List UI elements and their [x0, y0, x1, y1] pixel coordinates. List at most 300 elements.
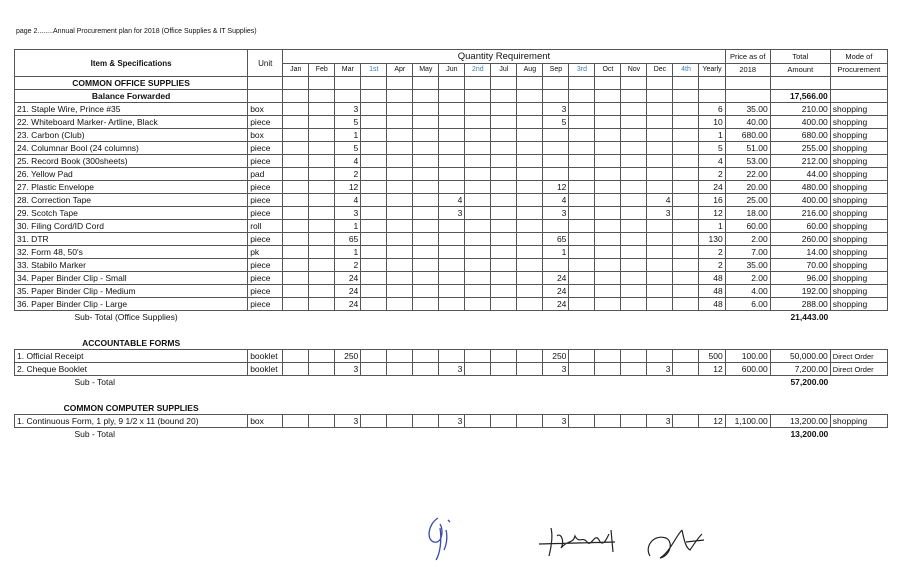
qty-cell: 3 [439, 415, 465, 428]
qty-cell [673, 142, 699, 155]
qty-cell [439, 181, 465, 194]
subtotal-label: Sub- Total (Office Supplies) [74, 311, 178, 322]
qty-cell [491, 168, 517, 181]
empty-cell [647, 376, 673, 389]
qty-cell [283, 246, 309, 259]
total-amount: 212.00 [770, 155, 830, 168]
qty-cell [543, 155, 569, 168]
yearly-qty: 10 [699, 116, 725, 129]
empty-cell [595, 428, 621, 441]
item-unit: piece [248, 116, 283, 129]
table-row [15, 194, 888, 207]
qty-cell [413, 168, 439, 181]
qty-cell [439, 116, 465, 129]
empty-cell [699, 376, 725, 389]
empty-cell [621, 428, 647, 441]
qty-cell [283, 350, 309, 363]
page-header: page 2........Annual Procurement plan for 2018 (Office Supplies & IT Supplies) [16, 28, 257, 35]
qty-cell [361, 259, 387, 272]
qty-cell [595, 246, 621, 259]
qty-cell [465, 155, 491, 168]
qty-cell [361, 103, 387, 116]
qty-cell [517, 298, 543, 311]
qty-cell [595, 129, 621, 142]
total-amount: 70.00 [770, 259, 830, 272]
qty-cell [439, 272, 465, 285]
qty-cell [673, 233, 699, 246]
qty-cell: 24 [543, 298, 569, 311]
qty-cell [465, 116, 491, 129]
qty-cell [283, 207, 309, 220]
month-header: Jan [283, 63, 309, 77]
qty-cell [361, 116, 387, 129]
table-row [15, 220, 888, 233]
qty-cell [387, 142, 413, 155]
qty-cell [621, 194, 647, 207]
qty-cell [517, 415, 543, 428]
item-name: 27. Plastic Envelope [15, 181, 248, 194]
empty-cell [309, 90, 335, 103]
qty-cell [413, 116, 439, 129]
total-amount: 288.00 [770, 298, 830, 311]
empty-cell [283, 90, 309, 103]
yearly-qty: 24 [699, 181, 725, 194]
qty-cell [673, 220, 699, 233]
qty-cell [517, 246, 543, 259]
empty-cell [699, 428, 725, 441]
empty-cell [335, 77, 361, 90]
procurement-mode: shopping [830, 181, 887, 194]
qty-cell: 3 [543, 415, 569, 428]
table-row [15, 363, 888, 376]
qty-cell [491, 129, 517, 142]
month-header: 2nd [465, 63, 491, 77]
unit-price: 1,100.00 [725, 415, 770, 428]
qty-cell: 24 [335, 285, 361, 298]
qty-cell [673, 363, 699, 376]
item-name: 34. Paper Binder Clip - Small [15, 272, 248, 285]
qty-cell: 65 [543, 233, 569, 246]
qty-cell: 1 [335, 129, 361, 142]
item-name: 30. Filing Cord/ID Cord [15, 220, 248, 233]
total-amount: 400.00 [770, 116, 830, 129]
qty-cell [621, 363, 647, 376]
qty-cell [673, 129, 699, 142]
total-amount: 680.00 [770, 129, 830, 142]
balance-forwarded-value: 17,566.00 [770, 90, 830, 103]
empty-cell [517, 77, 543, 90]
empty-cell [595, 90, 621, 103]
qty-cell [413, 415, 439, 428]
empty-cell [830, 90, 887, 103]
empty-cell [309, 311, 335, 324]
qty-cell [491, 194, 517, 207]
empty-cell [647, 90, 673, 103]
qty-cell [309, 116, 335, 129]
yearly-qty: 4 [699, 155, 725, 168]
qty-cell [309, 142, 335, 155]
empty-cell [309, 376, 335, 389]
subtotal-row [15, 311, 888, 324]
qty-cell [491, 207, 517, 220]
empty-cell [830, 376, 887, 389]
empty-cell [465, 311, 491, 324]
qty-cell [309, 155, 335, 168]
qty-cell [491, 220, 517, 233]
qty-cell [283, 363, 309, 376]
total-amount: 50,000.00 [770, 350, 830, 363]
subtotal-value: 21,443.00 [790, 311, 829, 322]
empty-cell [387, 311, 413, 324]
qty-cell [569, 129, 595, 142]
qty-cell [387, 246, 413, 259]
qty-cell [387, 103, 413, 116]
procurement-mode: shopping [830, 129, 887, 142]
qty-cell [413, 233, 439, 246]
item-unit: piece [248, 272, 283, 285]
qty-cell [647, 220, 673, 233]
qty-cell [517, 194, 543, 207]
month-header: Aug [517, 63, 543, 77]
procurement-mode: shopping [830, 415, 887, 428]
total-amount: 210.00 [770, 103, 830, 116]
empty-cell [673, 428, 699, 441]
table-row [15, 90, 888, 103]
unit-price: 2.00 [725, 233, 770, 246]
qty-cell: 3 [543, 207, 569, 220]
qty-cell [543, 220, 569, 233]
qty-cell [387, 155, 413, 168]
qty-cell [387, 415, 413, 428]
qty-cell: 24 [335, 298, 361, 311]
qty-cell [647, 350, 673, 363]
price-header-year: 2018 [725, 63, 770, 77]
qty-cell [673, 116, 699, 129]
qty-cell: 3 [543, 103, 569, 116]
qty-cell [595, 168, 621, 181]
qty-cell [673, 285, 699, 298]
table-row [15, 350, 888, 363]
empty-cell [248, 90, 283, 103]
month-header: 4th [673, 63, 699, 77]
qty-cell [491, 298, 517, 311]
qty-cell [413, 155, 439, 168]
empty-cell [335, 90, 361, 103]
empty-cell [335, 376, 361, 389]
item-name: 36. Paper Binder Clip - Large [15, 298, 248, 311]
qty-cell [439, 142, 465, 155]
qty-cell [361, 298, 387, 311]
qty-cell [595, 142, 621, 155]
qty-cell [569, 272, 595, 285]
empty-cell [595, 77, 621, 90]
empty-cell [569, 311, 595, 324]
total-header-amount: Amount [770, 63, 830, 77]
table-row [15, 155, 888, 168]
qty-cell [465, 168, 491, 181]
empty-cell [517, 376, 543, 389]
qty-cell [465, 350, 491, 363]
qty-cell [361, 220, 387, 233]
procurement-mode: shopping [830, 272, 887, 285]
month-header: 3rd [569, 63, 595, 77]
qty-cell [491, 142, 517, 155]
month-header: Apr [387, 63, 413, 77]
empty-cell [413, 311, 439, 324]
unit-price: 35.00 [725, 259, 770, 272]
qty-cell [387, 116, 413, 129]
empty-cell [248, 428, 283, 441]
month-header: Oct [595, 63, 621, 77]
month-header: Feb [309, 63, 335, 77]
unit-header: Unit [248, 50, 283, 77]
qty-cell: 4 [543, 194, 569, 207]
spacer-row [15, 388, 888, 402]
qty-cell [673, 155, 699, 168]
item-name: 31. DTR [15, 233, 248, 246]
unit-price: 4.00 [725, 285, 770, 298]
qty-cell [309, 285, 335, 298]
procurement-mode: shopping [830, 220, 887, 233]
item-name: 26. Yellow Pad [15, 168, 248, 181]
qty-cell [361, 246, 387, 259]
quantity-header: Quantity Requirement [283, 50, 725, 64]
unit-price: 600.00 [725, 363, 770, 376]
qty-cell [569, 155, 595, 168]
qty-cell [621, 116, 647, 129]
qty-cell [569, 194, 595, 207]
qty-cell: 3 [647, 415, 673, 428]
qty-cell [621, 246, 647, 259]
qty-cell [465, 233, 491, 246]
qty-cell [517, 259, 543, 272]
qty-cell [413, 259, 439, 272]
qty-cell [309, 168, 335, 181]
qty-cell [543, 168, 569, 181]
qty-cell [387, 350, 413, 363]
item-unit: piece [248, 298, 283, 311]
qty-cell [309, 298, 335, 311]
item-unit: piece [248, 155, 283, 168]
empty-cell [647, 428, 673, 441]
empty-cell [491, 311, 517, 324]
empty-cell [387, 77, 413, 90]
empty-cell [335, 311, 361, 324]
qty-cell [621, 142, 647, 155]
month-header: 1st [361, 63, 387, 77]
qty-cell [309, 350, 335, 363]
qty-cell [283, 116, 309, 129]
empty-cell [439, 311, 465, 324]
empty-cell [543, 77, 569, 90]
section-title: ACCOUNTABLE FORMS [82, 337, 181, 348]
month-header: Sep [543, 63, 569, 77]
qty-cell [361, 168, 387, 181]
qty-cell [283, 155, 309, 168]
qty-cell [309, 259, 335, 272]
item-unit: piece [248, 142, 283, 155]
qty-cell [517, 233, 543, 246]
price-header: Price as of [725, 50, 770, 64]
table-row [15, 77, 888, 90]
empty-cell [673, 376, 699, 389]
empty-cell [439, 77, 465, 90]
spacer [15, 388, 888, 402]
qty-cell [569, 415, 595, 428]
qty-cell [413, 272, 439, 285]
qty-cell: 24 [543, 272, 569, 285]
qty-cell: 4 [335, 194, 361, 207]
qty-cell [621, 233, 647, 246]
table-row [15, 142, 888, 155]
empty-cell [491, 77, 517, 90]
empty-cell [569, 428, 595, 441]
month-header: Nov [621, 63, 647, 77]
procurement-mode: shopping [830, 285, 887, 298]
item-unit: box [248, 415, 283, 428]
qty-cell [621, 220, 647, 233]
item-name: 32. Form 48, 50's [15, 246, 248, 259]
empty-cell [361, 376, 387, 389]
table-row [15, 415, 888, 428]
qty-cell [491, 259, 517, 272]
qty-cell [491, 363, 517, 376]
qty-cell [517, 142, 543, 155]
qty-cell [309, 181, 335, 194]
qty-cell: 1 [335, 246, 361, 259]
qty-cell [465, 272, 491, 285]
qty-cell [309, 272, 335, 285]
qty-cell [673, 103, 699, 116]
qty-cell [387, 194, 413, 207]
yearly-qty: 2 [699, 259, 725, 272]
qty-cell [647, 168, 673, 181]
procurement-mode: shopping [830, 246, 887, 259]
qty-cell [465, 363, 491, 376]
section-title: COMMON COMPUTER SUPPLIES [63, 402, 199, 413]
qty-cell [465, 142, 491, 155]
qty-cell: 12 [335, 181, 361, 194]
qty-cell [413, 103, 439, 116]
qty-cell [595, 103, 621, 116]
qty-cell [673, 415, 699, 428]
qty-cell [621, 415, 647, 428]
qty-cell [387, 181, 413, 194]
qty-cell [517, 220, 543, 233]
qty-cell [621, 207, 647, 220]
item-unit: booklet [248, 350, 283, 363]
empty-cell [621, 311, 647, 324]
qty-cell [569, 207, 595, 220]
unit-price: 51.00 [725, 142, 770, 155]
empty-cell [309, 428, 335, 441]
item-name: 23. Carbon (Club) [15, 129, 248, 142]
qty-cell [413, 298, 439, 311]
empty-cell [673, 90, 699, 103]
empty-cell [439, 90, 465, 103]
empty-cell [248, 77, 283, 90]
unit-price: 20.00 [725, 181, 770, 194]
qty-cell [283, 272, 309, 285]
table-row [15, 181, 888, 194]
qty-cell [387, 168, 413, 181]
qty-cell [595, 116, 621, 129]
empty-cell [621, 376, 647, 389]
empty-cell [248, 402, 888, 415]
empty-cell [725, 77, 770, 90]
qty-cell [439, 350, 465, 363]
empty-cell [830, 77, 887, 90]
qty-cell [465, 103, 491, 116]
empty-cell [673, 311, 699, 324]
procurement-mode: Direct Order [830, 363, 887, 376]
qty-cell [595, 298, 621, 311]
table-row [15, 259, 888, 272]
balance-forwarded-label: Balance Forwarded [15, 90, 248, 103]
unit-price: 680.00 [725, 129, 770, 142]
qty-cell [569, 298, 595, 311]
empty-cell [248, 376, 283, 389]
qty-cell [569, 220, 595, 233]
qty-cell [621, 272, 647, 285]
item-name: 35. Paper Binder Clip - Medium [15, 285, 248, 298]
qty-cell [673, 259, 699, 272]
empty-cell [491, 90, 517, 103]
empty-cell [309, 77, 335, 90]
empty-cell [335, 428, 361, 441]
qty-cell [595, 220, 621, 233]
qty-cell [491, 116, 517, 129]
unit-price: 40.00 [725, 116, 770, 129]
qty-cell: 5 [543, 116, 569, 129]
empty-cell [387, 428, 413, 441]
qty-cell [413, 129, 439, 142]
empty-cell [413, 90, 439, 103]
qty-cell [309, 103, 335, 116]
qty-cell: 250 [335, 350, 361, 363]
empty-cell [699, 311, 725, 324]
yearly-qty: 1 [699, 220, 725, 233]
empty-cell [725, 311, 770, 324]
qty-cell [361, 129, 387, 142]
table-row [15, 298, 888, 311]
qty-cell [517, 168, 543, 181]
empty-cell [830, 428, 887, 441]
qty-cell [491, 103, 517, 116]
qty-cell [647, 181, 673, 194]
unit-price: 100.00 [725, 350, 770, 363]
qty-cell: 4 [335, 155, 361, 168]
qty-cell [647, 142, 673, 155]
qty-cell [387, 220, 413, 233]
qty-cell [439, 220, 465, 233]
qty-cell [517, 181, 543, 194]
qty-cell: 2 [335, 168, 361, 181]
qty-cell [647, 116, 673, 129]
qty-cell [439, 298, 465, 311]
qty-cell [621, 168, 647, 181]
yearly-qty: 5 [699, 142, 725, 155]
qty-cell [309, 246, 335, 259]
qty-cell [387, 298, 413, 311]
yearly-qty: 12 [699, 415, 725, 428]
item-unit: box [248, 103, 283, 116]
qty-cell [517, 116, 543, 129]
qty-cell [569, 168, 595, 181]
qty-cell [283, 233, 309, 246]
item-unit: piece [248, 285, 283, 298]
empty-cell [725, 90, 770, 103]
